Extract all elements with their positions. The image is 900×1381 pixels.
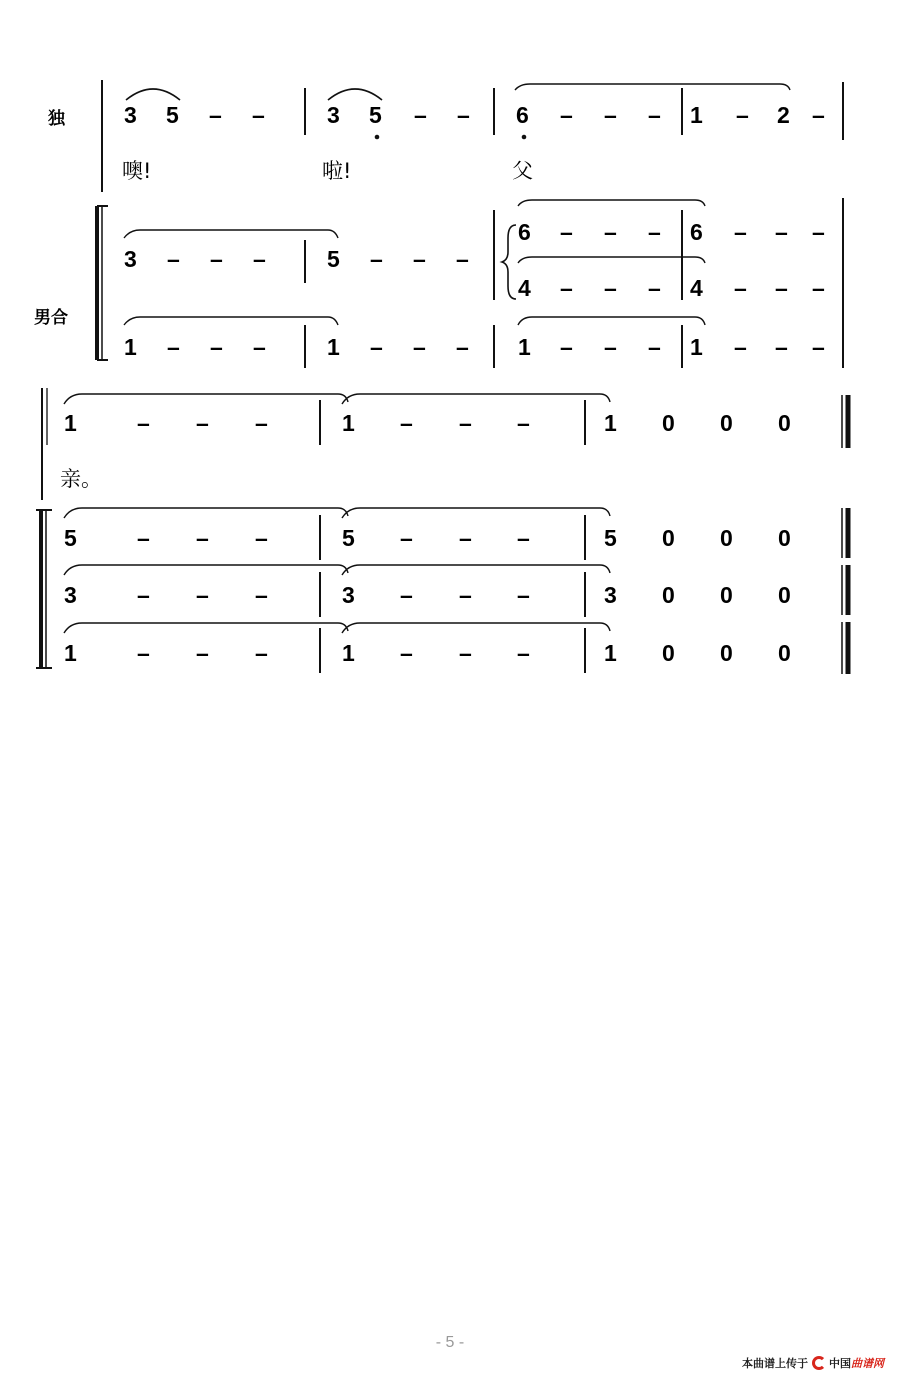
note: 1: [327, 334, 340, 360]
footer-prefix: 本曲谱上传于: [742, 1357, 808, 1370]
note: –: [604, 102, 617, 128]
note: –: [648, 275, 661, 301]
note: 0: [662, 582, 675, 608]
page-number: - 5 -: [435, 1334, 465, 1351]
note: –: [459, 582, 472, 608]
note: –: [648, 219, 661, 245]
note: 0: [662, 525, 675, 551]
note: 3: [327, 102, 340, 128]
note: 0: [662, 410, 675, 436]
note: –: [400, 410, 413, 436]
lyric: 啦!: [322, 159, 352, 183]
solo-barlines: [305, 82, 843, 140]
note: –: [400, 640, 413, 666]
note: –: [255, 525, 268, 551]
note: –: [517, 582, 530, 608]
note: –: [370, 334, 383, 360]
note: –: [137, 640, 150, 666]
note: –: [812, 275, 825, 301]
solo-staff-line-2: [42, 388, 47, 500]
note: –: [196, 640, 209, 666]
note: –: [604, 219, 617, 245]
note: –: [648, 334, 661, 360]
note: 6: [516, 102, 529, 128]
chorus-upper-notes: [124, 219, 825, 272]
site-logo-icon: [812, 1356, 826, 1370]
note: –: [400, 582, 413, 608]
solo-notes-2: [64, 410, 791, 436]
note: 3: [124, 102, 137, 128]
note: 3: [342, 582, 355, 608]
note: 3: [64, 582, 77, 608]
note: –: [775, 219, 788, 245]
note: 0: [720, 525, 733, 551]
note: 5: [166, 102, 179, 128]
note: 0: [720, 410, 733, 436]
note: –: [137, 410, 150, 436]
note: 4: [518, 275, 531, 301]
note: 5: [369, 102, 382, 128]
note: 6: [518, 219, 531, 245]
note: 0: [778, 640, 791, 666]
slur: [328, 89, 382, 100]
note: 0: [778, 525, 791, 551]
barlines-2: [320, 400, 585, 673]
footer-site-name-part2: 曲谱网: [851, 1357, 884, 1370]
note: –: [517, 640, 530, 666]
note: 1: [604, 640, 617, 666]
note: 6: [690, 219, 703, 245]
note: –: [736, 102, 749, 128]
solo-slurs-2: [64, 394, 610, 404]
lyric: 父: [512, 159, 533, 183]
note: 1: [518, 334, 531, 360]
note: –: [400, 525, 413, 551]
note: –: [517, 410, 530, 436]
final-barline: [842, 395, 848, 674]
note: –: [253, 246, 266, 272]
note: –: [604, 275, 617, 301]
note: 4: [690, 275, 703, 301]
note: –: [734, 219, 747, 245]
note: –: [459, 410, 472, 436]
note: 1: [690, 102, 703, 128]
chorus-bracket-2: [36, 510, 52, 668]
note: –: [167, 334, 180, 360]
note: –: [210, 246, 223, 272]
note: –: [196, 582, 209, 608]
note: –: [137, 582, 150, 608]
footer-watermark: [742, 1355, 884, 1371]
chorus-upper-notes-2: [64, 525, 791, 551]
slur: [515, 84, 790, 90]
note: 1: [64, 410, 77, 436]
note: 5: [604, 525, 617, 551]
chorus-lower-notes-2: [64, 640, 791, 666]
note: –: [255, 410, 268, 436]
note: 1: [64, 640, 77, 666]
note: –: [253, 334, 266, 360]
note: –: [413, 246, 426, 272]
note: –: [167, 246, 180, 272]
note: –: [604, 334, 617, 360]
note: –: [210, 334, 223, 360]
note: –: [255, 582, 268, 608]
slur: [126, 89, 180, 100]
solo-notes: [124, 102, 825, 128]
note: –: [456, 334, 469, 360]
low-octave-dot: [522, 135, 527, 140]
chorus-bracket: [97, 206, 108, 360]
note: –: [560, 334, 573, 360]
note: 5: [64, 525, 77, 551]
note: –: [457, 102, 470, 128]
footer-site-name-part1: 中国: [829, 1357, 851, 1370]
note: 3: [604, 582, 617, 608]
note: 1: [342, 640, 355, 666]
note: 0: [720, 640, 733, 666]
note: –: [775, 275, 788, 301]
note: –: [812, 102, 825, 128]
chorus-middle-notes: [518, 275, 825, 301]
note: –: [775, 334, 788, 360]
note: 1: [124, 334, 137, 360]
note: –: [137, 525, 150, 551]
note: 5: [342, 525, 355, 551]
chorus-part-label: 男合: [34, 308, 68, 328]
voice-brace: [502, 225, 516, 299]
note: –: [734, 275, 747, 301]
note: 2: [777, 102, 790, 128]
note: –: [413, 334, 426, 360]
note: 1: [604, 410, 617, 436]
note: 0: [720, 582, 733, 608]
note: –: [734, 334, 747, 360]
chorus-lower-notes: [124, 334, 825, 360]
chorus-middle-notes-2: [64, 582, 791, 608]
low-octave-dot: [375, 135, 380, 140]
note: –: [560, 219, 573, 245]
note: –: [560, 275, 573, 301]
note: –: [456, 246, 469, 272]
chorus-barlines: [305, 198, 843, 368]
note: –: [255, 640, 268, 666]
lyric: 亲。: [60, 467, 102, 491]
note: –: [370, 246, 383, 272]
note: 1: [342, 410, 355, 436]
note: –: [560, 102, 573, 128]
note: –: [196, 525, 209, 551]
note: 0: [778, 410, 791, 436]
note: 3: [124, 246, 137, 272]
note: –: [812, 334, 825, 360]
note: –: [209, 102, 222, 128]
note: –: [196, 410, 209, 436]
note: –: [414, 102, 427, 128]
lyric: 噢!: [122, 159, 152, 183]
note: 1: [690, 334, 703, 360]
note: –: [648, 102, 661, 128]
note: –: [459, 525, 472, 551]
note: –: [812, 219, 825, 245]
solo-part-label: 独: [48, 109, 65, 129]
note: –: [252, 102, 265, 128]
note: 0: [778, 582, 791, 608]
note: –: [459, 640, 472, 666]
note: 5: [327, 246, 340, 272]
note: 0: [662, 640, 675, 666]
note: –: [517, 525, 530, 551]
